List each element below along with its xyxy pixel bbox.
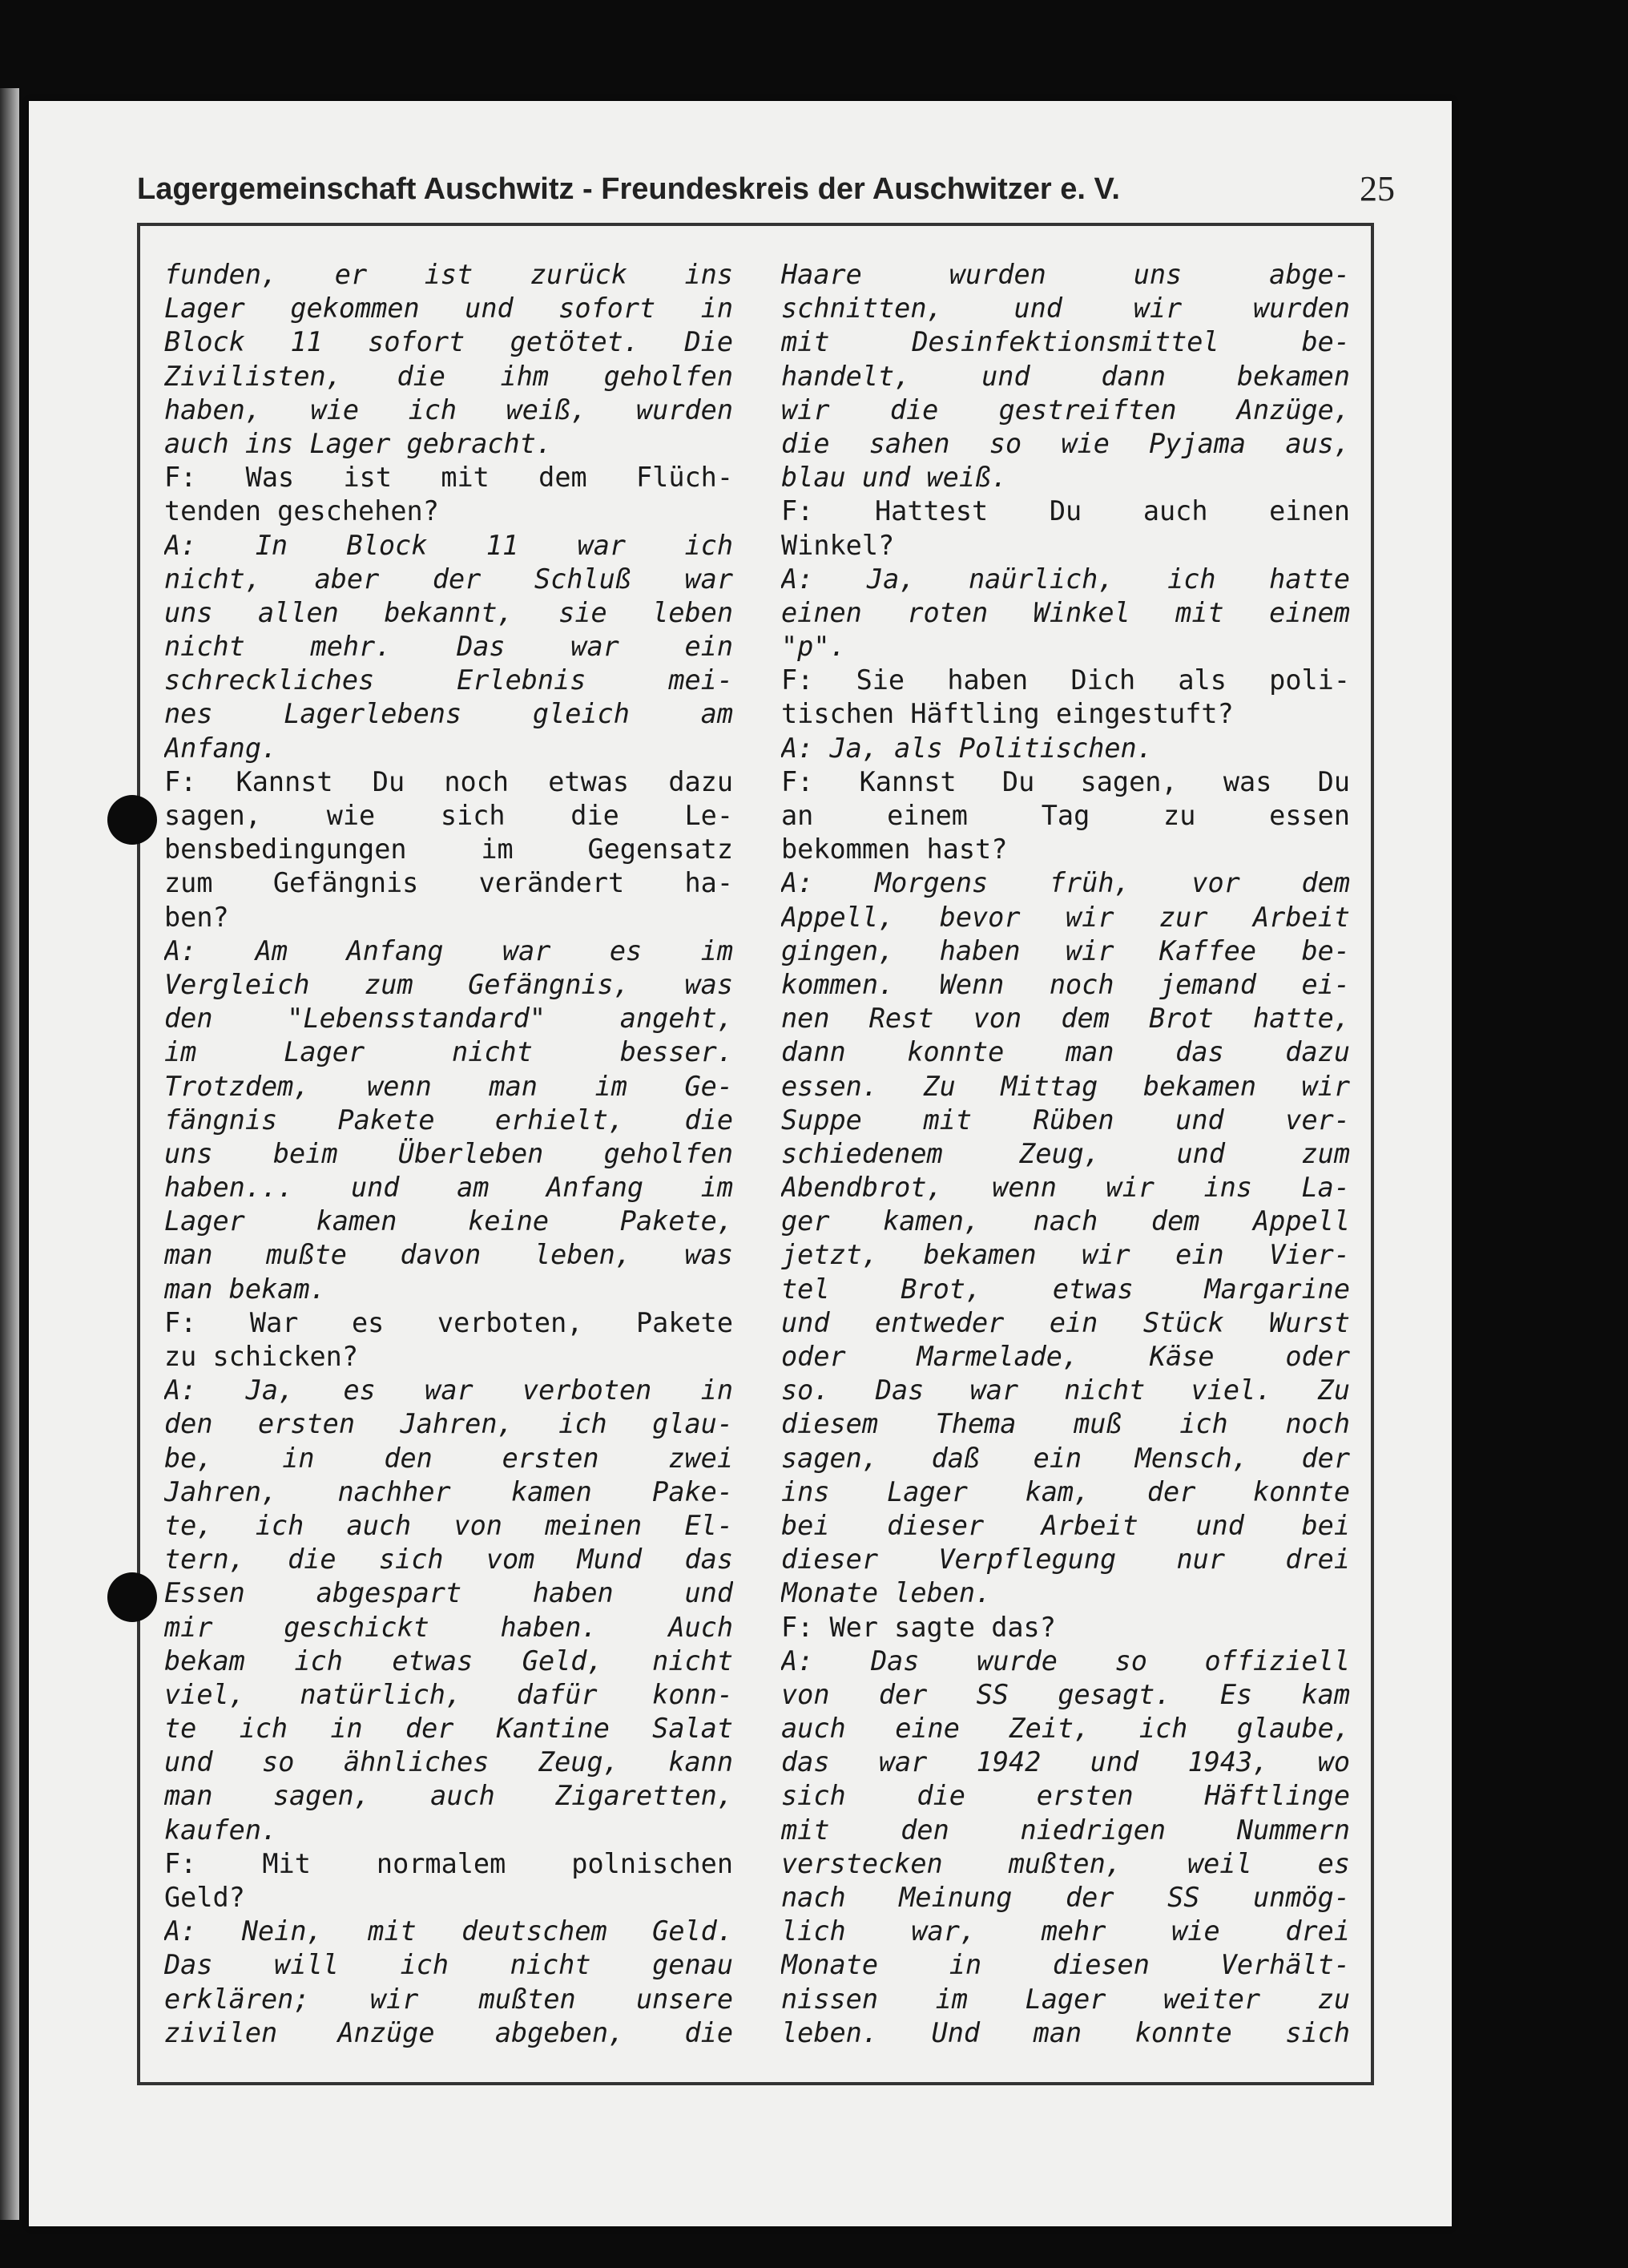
- text-line: haben... und am Anfang im: [164, 1172, 733, 1204]
- text-line: A: Ja, naürlich, ich hatte: [781, 563, 1350, 595]
- text-line: dieser Verpflegung nur drei: [781, 1544, 1350, 1576]
- text-line: zivilen Anzüge abgeben, die: [164, 2016, 733, 2048]
- text-line: das war 1942 und 1943, wo: [781, 1746, 1350, 1778]
- text-line: A: Ja, es war verboten in: [164, 1374, 733, 1406]
- text-line: A: Das wurde so offiziell: [781, 1645, 1350, 1677]
- text-line: Jahren, nachher kamen Pake-: [164, 1475, 733, 1507]
- text-line: sich die ersten Häftlinge: [781, 1780, 1350, 1812]
- text-line: te ich in der Kantine Salat: [164, 1713, 733, 1745]
- text-line: oder Marmelade, Käse oder: [781, 1341, 1350, 1372]
- text-line: ger kamen, nach dem Appell: [781, 1205, 1350, 1237]
- left-column: [164, 258, 733, 2050]
- adjacent-page-edge: [0, 88, 19, 2220]
- text-line: A: Nein, mit deutschem Geld.: [164, 1915, 733, 1947]
- text-line: mir geschickt haben. Auch: [164, 1611, 733, 1643]
- text-line: Haare wurden uns abge-: [781, 259, 1350, 290]
- text-line: man mußte davon leben, was: [164, 1239, 733, 1271]
- text-line: uns beim Überleben geholfen: [164, 1137, 733, 1169]
- text-line: Appell, bevor wir zur Arbeit: [781, 901, 1350, 933]
- text-line: kaufen.: [164, 1814, 278, 1846]
- text-line: Zivilisten, die ihm geholfen: [164, 360, 733, 392]
- text-line: handelt, und dann bekamen: [781, 360, 1350, 392]
- text-line: jetzt, bekamen wir ein Vier-: [781, 1239, 1350, 1271]
- text-line: bekommen hast?: [781, 833, 1008, 866]
- document-page: [29, 101, 1452, 2226]
- text-line: bei dieser Arbeit und bei: [781, 1509, 1350, 1541]
- text-line: A: Morgens früh, vor dem: [781, 867, 1350, 899]
- text-line: A: Ja, als Politischen.: [781, 732, 1153, 764]
- text-line: Monate leben.: [781, 1577, 992, 1609]
- text-line: essen. Zu Mittag bekamen wir: [781, 1070, 1350, 1102]
- text-line: so. Das war nicht viel. Zu: [781, 1374, 1350, 1406]
- text-line: von der SS gesagt. Es kam: [781, 1678, 1350, 1710]
- text-line: man bekam.: [164, 1273, 326, 1305]
- text-line: bekam ich etwas Geld, nicht: [164, 1645, 733, 1677]
- text-line: Lager gekommen und sofort in: [164, 293, 733, 325]
- interview-text-box: [137, 223, 1374, 2085]
- text-line: sagen, wie sich die Le-: [164, 800, 733, 831]
- text-line: man sagen, auch Zigaretten,: [164, 1780, 733, 1812]
- text-line: Suppe mit Rüben und ver-: [781, 1104, 1350, 1136]
- text-line: im Lager nicht besser.: [164, 1036, 733, 1068]
- text-line: haben, wie ich weiß, wurden: [164, 393, 733, 426]
- text-line: F: Was ist mit dem Flüch-: [164, 462, 733, 494]
- header-title: Lagergemeinschaft Auschwitz - Freundeskreis der Auschwitzer e. V.: [137, 172, 1120, 206]
- text-line: einen roten Winkel mit einem: [781, 596, 1350, 628]
- text-line: viel, natürlich, dafür konn-: [164, 1678, 733, 1710]
- text-line: te, ich auch von meinen El-: [164, 1509, 733, 1541]
- text-line: ben?: [164, 901, 229, 933]
- text-line: verstecken mußten, weil es: [781, 1847, 1350, 1879]
- text-line: leben. Und man konnte sich: [781, 2016, 1350, 2048]
- text-line: zum Gefängnis verändert ha-: [164, 867, 733, 899]
- text-line: mit den niedrigen Nummern: [781, 1814, 1350, 1846]
- text-line: lich war, mehr wie drei: [781, 1915, 1350, 1947]
- text-line: uns allen bekannt, sie leben: [164, 596, 733, 628]
- text-line: bensbedingungen im Gegensatz: [164, 833, 733, 866]
- text-line: F: Hattest Du auch einen: [781, 495, 1350, 527]
- text-line: F: Wer sagte das?: [781, 1611, 1056, 1643]
- text-line: Trotzdem, wenn man im Ge-: [164, 1070, 733, 1102]
- text-line: ins Lager kam, der konnte: [781, 1475, 1350, 1507]
- text-line: Abendbrot, wenn wir ins La-: [781, 1172, 1350, 1204]
- text-line: an einem Tag zu essen: [781, 800, 1350, 831]
- punch-hole: [107, 1572, 157, 1622]
- text-line: wir die gestreiften Anzüge,: [781, 393, 1350, 426]
- text-line: F: War es verboten, Pakete: [164, 1306, 733, 1338]
- text-line: tern, die sich vom Mund das: [164, 1544, 733, 1576]
- text-line: die sahen so wie Pyjama aus,: [781, 427, 1350, 459]
- text-line: mit Desinfektionsmittel be-: [781, 326, 1350, 358]
- text-line: sagen, daß ein Mensch, der: [781, 1442, 1350, 1474]
- text-line: funden, er ist zurück ins: [164, 259, 733, 290]
- right-column: [781, 258, 1350, 2050]
- text-line: nicht, aber der Schluß war: [164, 563, 733, 595]
- page-header: [137, 163, 1395, 215]
- text-line: nach Meinung der SS unmög-: [781, 1882, 1350, 1913]
- text-line: tenden geschehen?: [164, 495, 439, 527]
- text-line: und entweder ein Stück Wurst: [781, 1306, 1350, 1338]
- punch-hole: [107, 795, 157, 845]
- text-line: A: Am Anfang war es im: [164, 934, 733, 967]
- text-line: diesem Thema muß ich noch: [781, 1408, 1350, 1440]
- text-line: dann konnte man das dazu: [781, 1036, 1350, 1068]
- text-line: erklären; wir mußten unsere: [164, 1983, 733, 2015]
- text-line: den ersten Jahren, ich glau-: [164, 1408, 733, 1440]
- text-line: F: Mit normalem polnischen: [164, 1847, 733, 1879]
- text-line: Geld?: [164, 1882, 245, 1913]
- text-line: Anfang.: [164, 732, 278, 764]
- text-line: F: Sie haben Dich als poli-: [781, 664, 1350, 696]
- text-line: Winkel?: [781, 529, 895, 561]
- text-line: nissen im Lager weiter zu: [781, 1983, 1350, 2015]
- text-line: F: Kannst Du noch etwas dazu: [164, 765, 733, 797]
- text-line: auch ins Lager gebracht.: [164, 427, 553, 459]
- text-line: den "Lebensstandard" angeht,: [164, 1003, 733, 1035]
- text-line: schnitten, und wir wurden: [781, 293, 1350, 325]
- text-line: Essen abgespart haben und: [164, 1577, 733, 1609]
- text-line: und so ähnliches Zeug, kann: [164, 1746, 733, 1778]
- text-line: F: Kannst Du sagen, was Du: [781, 765, 1350, 797]
- text-line: kommen. Wenn noch jemand ei-: [781, 968, 1350, 1000]
- text-line: "p".: [781, 631, 846, 663]
- text-line: zu schicken?: [164, 1341, 359, 1372]
- text-line: tischen Häftling eingestuft?: [781, 698, 1234, 730]
- text-line: gingen, haben wir Kaffee be-: [781, 934, 1350, 967]
- text-line: Lager kamen keine Pakete,: [164, 1205, 733, 1237]
- text-line: nen Rest von dem Brot hatte,: [781, 1003, 1350, 1035]
- text-line: tel Brot, etwas Margarine: [781, 1273, 1350, 1305]
- text-line: auch eine Zeit, ich glaube,: [781, 1713, 1350, 1745]
- text-line: nes Lagerlebens gleich am: [164, 698, 733, 730]
- text-line: Monate in diesen Verhält-: [781, 1949, 1350, 1981]
- text-line: schiedenem Zeug, und zum: [781, 1137, 1350, 1169]
- text-line: Vergleich zum Gefängnis, was: [164, 968, 733, 1000]
- text-line: nicht mehr. Das war ein: [164, 631, 733, 663]
- text-line: be, in den ersten zwei: [164, 1442, 733, 1474]
- text-line: Das will ich nicht genau: [164, 1949, 733, 1981]
- text-line: A: In Block 11 war ich: [164, 529, 733, 561]
- text-line: Block 11 sofort getötet. Die: [164, 326, 733, 358]
- page-number: 25: [1360, 169, 1395, 208]
- text-line: fängnis Pakete erhielt, die: [164, 1104, 733, 1136]
- text-line: blau und weiß.: [781, 462, 1008, 494]
- text-line: schreckliches Erlebnis mei-: [164, 664, 733, 696]
